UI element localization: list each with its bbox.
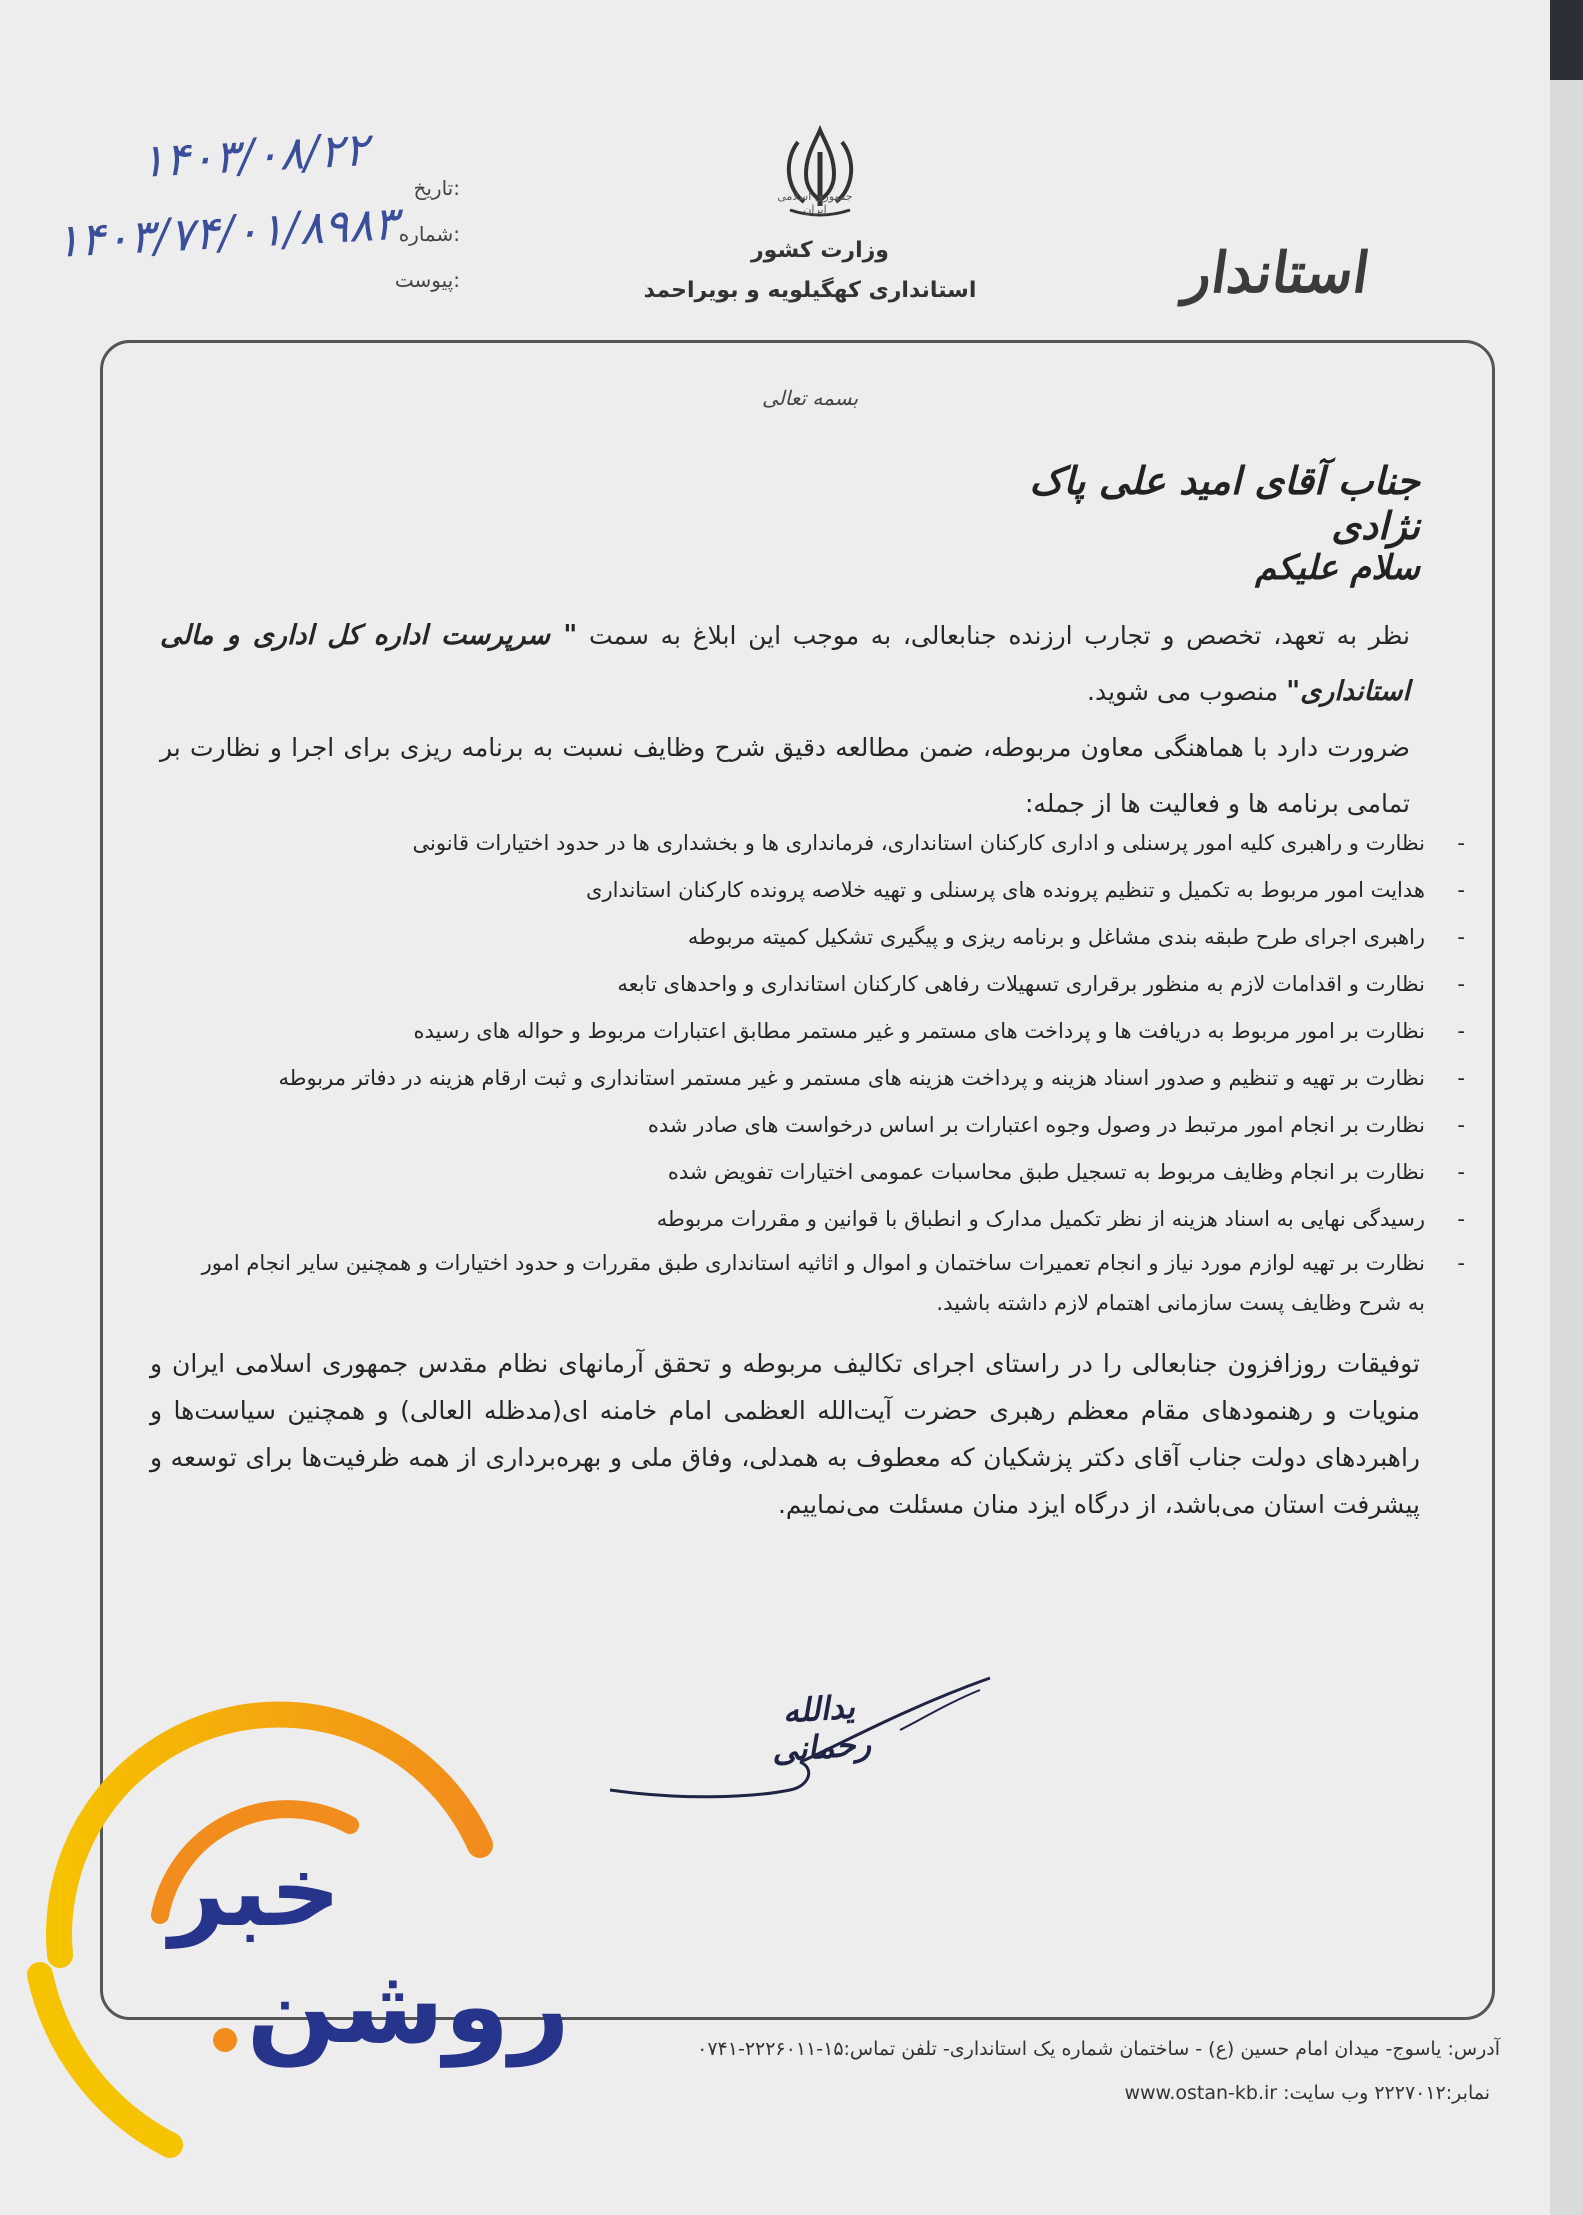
footer-contact: نمابر:۲۲۲۷۰۱۲ وب سایت: www.ostan-kb.ir [1124,2082,1490,2104]
duty-item: - نظارت بر انجام امور مرتبط در وصول وجوه اعتبارات بر اساس درخواست های صادر شده [200,1102,1465,1149]
date-label: تاریخ: [413,176,460,200]
attachment-label: پیوست: [394,268,460,292]
appointment-paragraph [160,608,1410,720]
ministry-title: وزارت کشور [751,238,889,263]
emblem-caption: جمهوری اسلامی ایران [777,190,853,216]
appointment-text-start: نظر به تعهد، تخصص و تجارب ارزنده جنابعالی، به موجب این ابلاغ به سمت [577,621,1410,650]
duty-item: - رسیدگی نهایی به اسناد هزینه از نظر تکمیل مدارک و انطباق با قوانین و مقررات مربوطه [200,1196,1465,1243]
duties-intro-paragraph: ضرورت دارد با هماهنگی معاون مربوطه، ضمن مطالعه دقیق شرح وظایف نسبت به برنامه ریزی برای اجرا و نظارت بر تمامی برنامه ها و فعالیت ها از جمله: [160,733,1410,818]
closing-paragraph: توفیقات روزافزون جنابعالی را در راستای اجرای تکالیف مربوطه و تحقق آرمانهای نظام مقدس جمهوری اسلامی ایران و منویات و رهنمودهای مقام معظم رهبری حضرت آیت‌الله العظمی امام خامنه ای(مدظله العالی) و همچنین سیاست‌ها و راهبردهای دولت جناب آقای دکتر پزشکیان که معطوف به همدلی، وفاق ملی و بهره‌برداری از همه ظرفیت‌ها برای توسعه و پیشرفت استان می‌باشد، از درگاه ایزد منان مسئلت می‌نماییم. [150,1349,1420,1519]
governor-brand: استاندار [1180,240,1374,306]
appointment-position: " سرپرست اداره کل اداری و مالی استانداری" [160,620,1410,707]
appointment-text-end: منصوب می شوید. [1087,677,1287,706]
greeting: سلام علیکم [1255,548,1420,588]
duty-item: - نظارت و اقدامات لازم به منظور برقراری تسهیلات رفاهی کارکنان استانداری و واحدهای تابعه [200,961,1465,1008]
duty-item: - نظارت و راهبری کلیه امور پرسنلی و اداری کارکنان استانداری، فرمانداری ها و بخشداری ها در حدود اختیارات قانونی [200,820,1465,867]
signature-name: یدالله رحمانی [770,1687,873,1770]
watermark-word-2: روشن [246,1945,570,2067]
number-label: شماره: [398,222,460,246]
handwritten-date: ۱۴۰۳/۰۸/۲۲ [138,122,370,188]
duty-item: - نظارت بر تهیه لوازم مورد نیاز و انجام تعمیرات ساختمان و اموال و اثاثیه استانداری طبق مقررات و حدود اختیارات و همچنین سایر انجام امور به شرح وظایف پست سازمانی اهتمام لازم داشته باشید. [200,1243,1465,1323]
province-title: استانداری کهگیلویه و بویراحمد [643,278,977,303]
duty-item: - هدایت امور مربوط به تکمیل و تنظیم پرونده های پرسنلی و تهیه خلاصه پرونده کارکنان استانداری [200,867,1465,914]
duty-item: - نظارت بر انجام وظایف مربوط به تسجیل طبق محاسبات عمومی اختیارات تفویض شده [200,1149,1465,1196]
duties-list [200,820,1465,1323]
footer-address: آدرس: یاسوج- میدان امام حسین (ع) - ساختمان شماره یک استانداری- تلفن تماس:۱۵-۲۲۲۶۰۱۱-۰۷۴۱ [697,2038,1500,2060]
watermark-word-1: خبر [169,1835,341,1949]
duty-item: - راهبری اجرای طرح طبقه بندی مشاغل و برنامه ریزی و پیگیری تشکیل کمیته مربوطه [200,914,1465,961]
addressee: جناب آقای امید علی پاک نژادی [1029,458,1420,548]
handwritten-number: ۱۴۰۳/۷۴/۰۱/۸۹۸۳ [53,196,400,268]
duty-item: - نظارت بر تهیه و تنظیم و صدور اسناد هزینه و پرداخت هزینه های مستمر و غیر مستمر استانداری و ثبت ارقام هزینه در دفاتر مربوطه [200,1055,1465,1102]
duty-item: - نظارت بر امور مربوط به دریافت ها و پرداخت های مستمر و غیر مستمر مطابق اعتبارات مربوط و حواله های رسیده [200,1008,1465,1055]
bismillah: بسمه تعالی [761,386,859,410]
